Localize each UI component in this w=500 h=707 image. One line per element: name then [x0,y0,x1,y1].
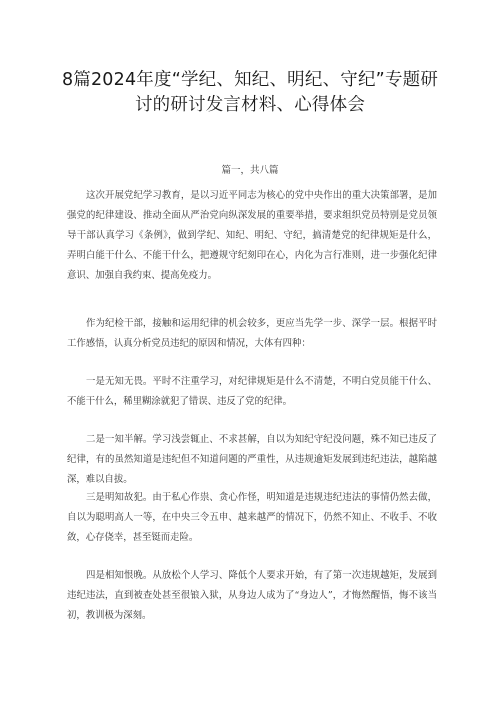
paragraph: 二是一知半解。学习浅尝辄止、不求甚解，自以为知纪守纪没问题，殊不知已违反了纪律，有的虽然知道是违纪但不知道问题的严重性，从违规逾矩发展到违纪违法，越陷越深，难以自拔。 [67,434,437,485]
title-line-1: 8篇2024年度“学纪、知纪、明纪、守纪”专题研 [61,70,439,90]
paragraph: 三是明知故犯。由于私心作祟、贪心作怪，明知道是违规违纪违法的事情仍然去做，自以为聪明高人一等，在中央三令五申、越来越严的情况下，仍然不知止、不收手、不收敛，心存侥幸，甚至铤而走险。 [67,492,437,543]
title-line-2: 讨的研讨发言材料、心得体会 [134,95,366,115]
paragraph: 一是无知无畏。平时不注重学习，对纪律规矩是什么不清楚，不明白党员能干什么、不能干什么，稀里糊涂就犯了错误、违反了党的纪律。 [67,376,437,407]
section-heading: 篇一，共八篇 [221,165,279,176]
document-title [40,68,460,118]
paragraph: 作为纪检干部，接触和运用纪律的机会较多，更应当先学一步、深学一层。根据平时工作感悟，认真分析党员违纪的原因和情况，大体有四种： [67,318,437,349]
paragraph: 四是相知恨晚。从放松个人学习、降低个人要求开始，有了第一次违规越矩，发展到违纪违法，直到被查处甚至很锒入狱，从身边人成为了“身边人”，才悔然醒悟，悔不该当初，教训极为深刻。 [67,570,437,621]
paragraph: 这次开展党纪学习教育，是以习近平同志为核心的党中央作出的重大决策部署，是加强党的纪律建设、推动全面从严治党向纵深发展的重要举措，要求组织党员特别是党员领导干部认真学习《条例》，做到学纪、知纪、明纪、守纪，搞清楚党的纪律规矩是什么，弄明白能干什么、不能干什么，把遵规守纪刻印在心，内化为言行准则，进一步强化纪律意识、加强自我约束、提高免疫力。 [67,190,437,281]
